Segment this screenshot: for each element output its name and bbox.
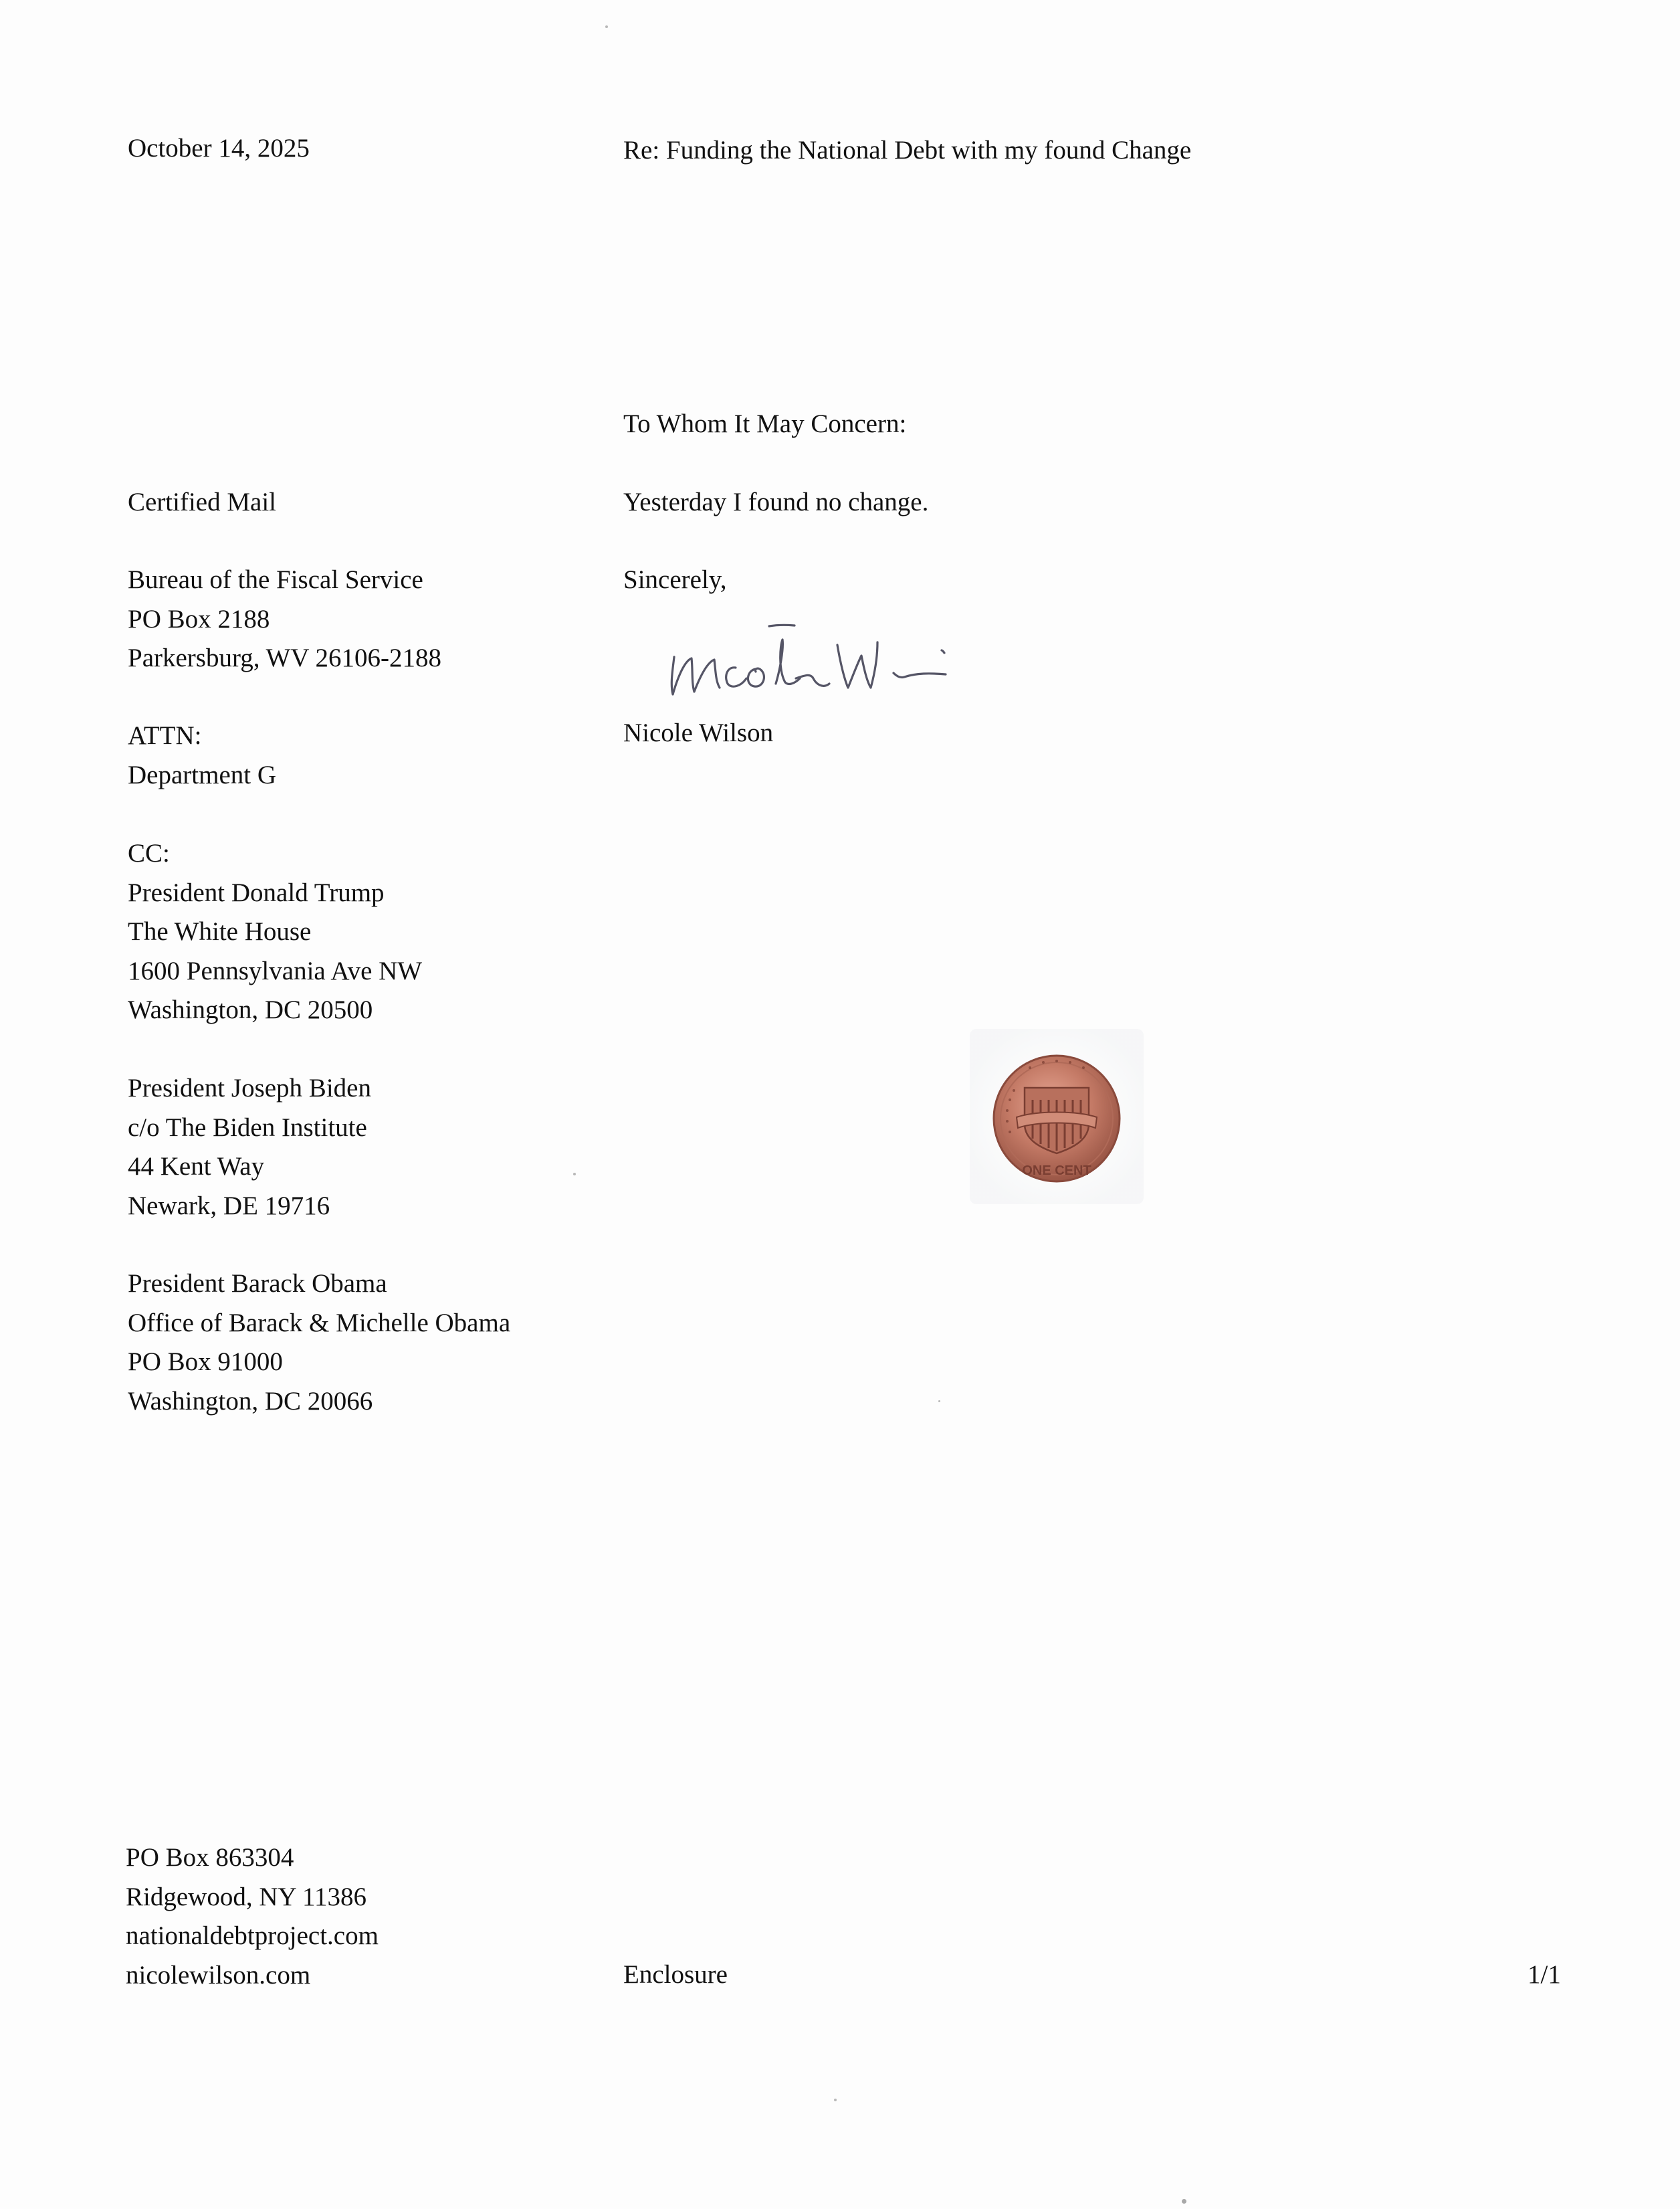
cc-recipient-obama <box>128 1264 510 1421</box>
scan-speck <box>605 25 608 28</box>
cc-label: CC: <box>128 839 170 868</box>
attention-block <box>128 716 276 795</box>
recipient-address-line: Parkersburg, WV 26106-2188 <box>128 644 442 672</box>
sender-address <box>126 1838 379 1995</box>
cc-block <box>128 834 422 1030</box>
enclosure-label: Enclosure <box>623 1960 728 1989</box>
sender-address-line: PO Box 863304 <box>126 1843 294 1872</box>
cc-recipient-line: c/o The Biden Institute <box>128 1113 367 1142</box>
sender-website: nicolewilson.com <box>126 1960 311 1990</box>
letter-subject: Re: Funding the National Debt with my found Change <box>623 136 1192 165</box>
cc-recipient-line: 44 Kent Way <box>128 1152 265 1181</box>
recipient-address-line: Bureau of the Fiscal Service <box>128 565 423 594</box>
cc-recipient-line: President Barack Obama <box>128 1269 387 1298</box>
scan-speck <box>938 1400 940 1402</box>
recipient-address-line: PO Box 2188 <box>128 604 270 634</box>
closing: Sincerely, <box>623 565 727 594</box>
handwritten-signature <box>662 609 976 709</box>
mailing-method: Certified Mail <box>128 488 277 516</box>
sender-website: nationaldebtproject.com <box>126 1921 379 1950</box>
cc-recipient-line: Washington, DC 20500 <box>128 995 373 1024</box>
cc-recipient-line: Washington, DC 20066 <box>128 1386 373 1416</box>
page-number: 1/1 <box>1528 1960 1561 1989</box>
attention-label: ATTN: <box>128 721 202 750</box>
cc-recipient-biden <box>128 1069 371 1226</box>
penny-icon <box>950 1017 1164 1231</box>
cc-recipient-line: 1600 Pennsylvania Ave NW <box>128 956 423 985</box>
scan-speck <box>1182 2199 1186 2204</box>
cc-recipient-line: Office of Barack & Michelle Obama <box>128 1308 511 1337</box>
cc-recipient-line: PO Box 91000 <box>128 1347 283 1376</box>
cc-recipient-line: The White House <box>128 917 312 946</box>
attention-department: Department G <box>128 760 277 789</box>
recipient-address <box>128 561 441 678</box>
cc-recipient-line: President Donald Trump <box>128 878 385 907</box>
letter-date: October 14, 2025 <box>128 134 310 163</box>
scan-speck <box>573 1173 576 1175</box>
letter-body: Yesterday I found no change. <box>623 488 929 516</box>
penny-enclosure <box>950 1017 1164 1231</box>
scan-speck <box>834 2099 837 2101</box>
signer-name: Nicole Wilson <box>623 718 774 747</box>
salutation: To Whom It May Concern: <box>623 409 907 438</box>
cc-recipient-line: Newark, DE 19716 <box>128 1191 330 1220</box>
cc-recipient-line: President Joseph Biden <box>128 1074 371 1102</box>
sender-address-line: Ridgewood, NY 11386 <box>126 1882 367 1911</box>
penny-denomination: ONE CENT <box>1022 1163 1091 1178</box>
